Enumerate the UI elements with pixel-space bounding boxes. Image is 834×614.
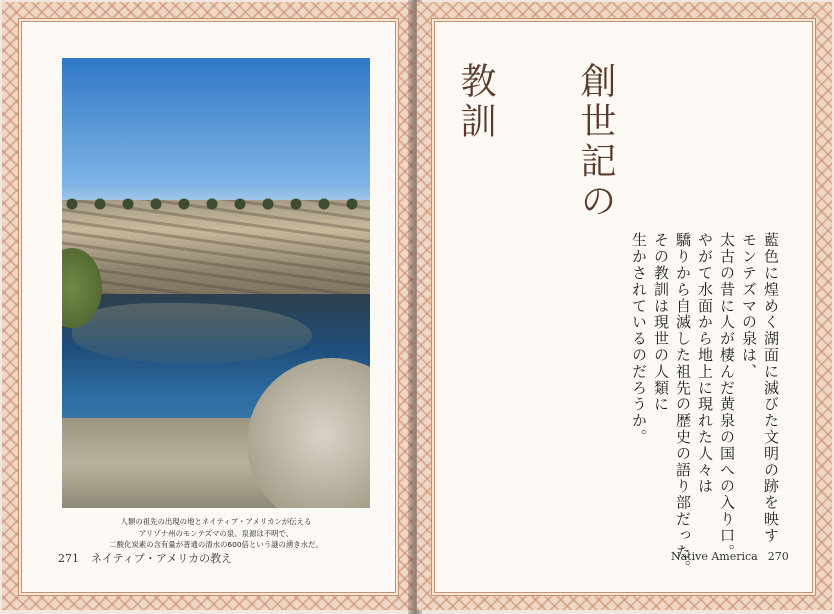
right-running-head: Native America — [671, 550, 758, 563]
left-page-number: 271 — [58, 552, 79, 565]
lake-photo — [62, 58, 370, 508]
caption-line: アリゾナ州のモンテズマの泉。泉源は不明で、 — [138, 528, 294, 538]
photo-caption — [62, 516, 370, 551]
body-line: モンテズマの泉は、 — [740, 232, 758, 380]
caption-line: 二酸化炭素の含有量が普通の清水の600倍という謎の湧き水だ。 — [109, 540, 323, 549]
left-folio — [58, 550, 244, 566]
right-page-content-area — [434, 21, 813, 593]
title-line: 創世記の — [575, 62, 616, 222]
photo-cliff — [62, 200, 370, 300]
body-line: 驕りから自滅した祖先の歴史の語り部だった。 — [674, 232, 692, 577]
right-page — [417, 2, 832, 610]
body-line: やがて水面から地上に現れた人々は — [696, 232, 714, 495]
left-page — [2, 2, 413, 610]
photo-trees — [62, 196, 370, 210]
body-line: 生かされているのだろうか。 — [630, 232, 648, 446]
body-line: 藍色に煌めく湖面に滅びた文明の跡を映す — [762, 232, 780, 544]
left-running-head: ネイティブ・アメリカの教え — [91, 552, 233, 565]
body-line: 太古の昔に人が棲んだ黄泉の国への入り口。 — [718, 232, 736, 560]
right-folio — [671, 550, 789, 563]
body-line: その教訓は現世の人類に — [652, 232, 670, 413]
chapter-title — [455, 62, 695, 232]
left-page-content-area — [21, 21, 396, 593]
caption-line: 人類の祖先の出現の地とネイティブ・アメリカンが伝える — [120, 517, 312, 526]
photo-sky — [62, 58, 370, 208]
right-page-number: 270 — [767, 550, 789, 563]
title-line: 教訓 — [455, 62, 496, 142]
